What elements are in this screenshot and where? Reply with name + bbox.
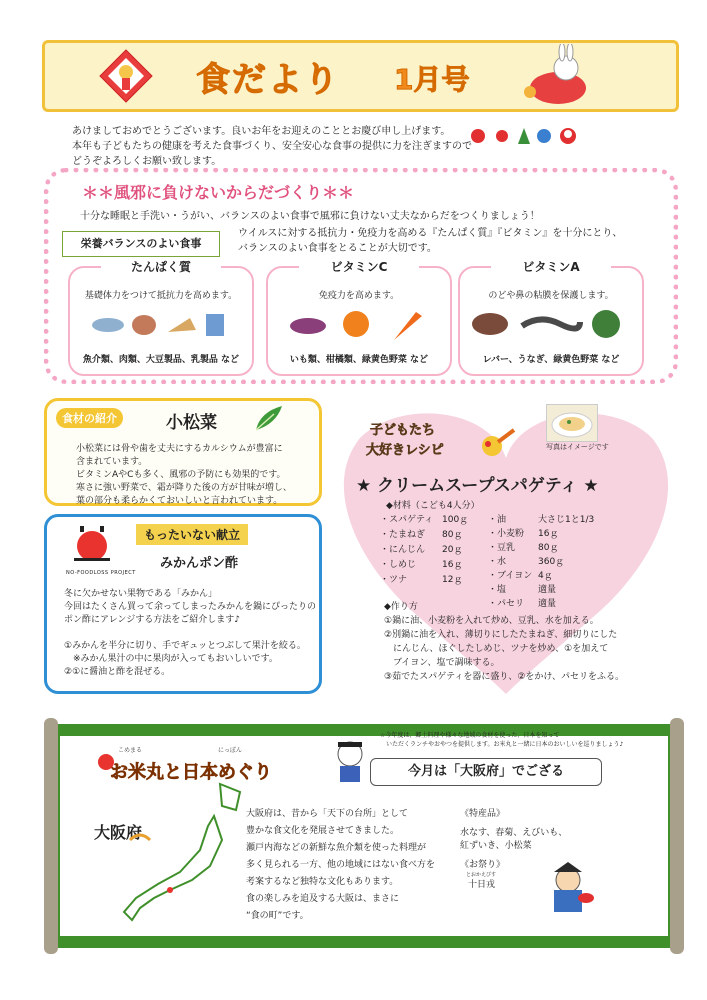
komatsuna-text: 小松菜には骨や歯を丈夫にするカルシウムが豊富に 含まれています。 ビタミンAやCも多く、風邪の予防にも効果的です。 寒さに強い野菜で、霜が降りた後の方が甘味が増し、 葉の部分も柔らかくておいしいと言われています。 (76, 444, 292, 506)
new-year-icons (468, 124, 588, 148)
mottainai-subtitle: みかんポン酢 (160, 556, 239, 571)
balance-label: 栄養バランスのよい食事 (62, 231, 220, 257)
project-label: NO-FOODLOSS PROJECT (66, 570, 136, 576)
title-ruby-1: こめまる (118, 747, 143, 754)
recipe-photo (546, 404, 598, 442)
vitamin-c-food-icons (290, 306, 430, 346)
vitamin-c-foods: いも類、柑橘類、緑黄色野菜 など (289, 355, 429, 365)
ingredients-left: ・スパゲティ 100ｇ ・たまねぎ 80ｇ ・にんじん 20ｇ ・しめじ 16ｇ ・ツナ 12ｇ (380, 515, 469, 585)
vitamin-a-foods: レバー、うなぎ、緑黄色野菜 など (482, 355, 620, 365)
protein-food-icons (92, 310, 232, 344)
mottainai-text: 冬に欠かせない果物である「みかん」 今回はたくさん買って余ってしまったみかんを鍋にぴったりの ポン酢にアレンジする方法をご紹介します♪ ①みかんを半分に切り、手でギュッとつぶして果汁を絞る。 ※みかん果汁の中に果肉が入ってもおいしいです。 ②①に醤油と酢を混ぜる。 (64, 589, 317, 677)
ebisu-character-icon (540, 860, 596, 920)
page-title: 食だより (196, 60, 340, 100)
balance-description: ウイルスに対する抵抗力・免疫力を高める『たんぱく質』『ビタミン』を十分にとり、 バランスのよい食事をとることが大切です。 (238, 228, 623, 254)
vitamin-a-desc: のどや鼻の粘膜を保護します。 (488, 291, 614, 301)
vitamin-a-food-icons (470, 306, 630, 344)
rabbit-tai-icon (522, 44, 602, 108)
recipe-title: ★ クリームスープスパゲティ ★ (356, 476, 599, 496)
komatsuna-icon (252, 402, 286, 436)
issue-month: 1月号 (394, 63, 470, 96)
cold-prevention-title: ＊＊風邪に負けないからだづくり＊＊ (82, 183, 355, 202)
recipe-heading: 子どもたち 大好きレシピ (366, 423, 444, 458)
japan-map (110, 780, 250, 934)
recipe-steps: ◆作り方 ①鍋に油、小麦粉を入れて炒め、豆乳、水を加える。 ②別鍋に油を入れ、薄切りにしたたまねぎ、細切りにした にんじん、ほぐしたしめじ、ツナを炒め、①を加えて ブイヨン、塩で調味する。 ③茹でたスパゲティを器に盛り、②をかけ、パセリをふる。 (384, 602, 625, 682)
protein-desc: 基礎体力をつけて抵抗力を高めます。 (84, 291, 238, 301)
mottainai-title: もったいない献立 (136, 524, 248, 545)
greeting-text: あけましておめでとうございます。良いお年をお迎えのこととお慶び申し上げます。 本年も子どもたちの健康を考えた食事づくり、安全安心な食事の提供に力を注ぎますので どうぞよろしくお願い致します。 (72, 126, 472, 167)
ingredients-label: ◆材料（こども4人分） (386, 501, 480, 511)
no-foodloss-icon (70, 522, 114, 570)
okomemaru-title: お米丸と日本めぐり (110, 762, 272, 783)
specialties: 《特産品》 水なす、春菊、えびいも、 紅ずいき、小松菜 《お祭り》 とおかえびす 十日戎 (460, 809, 568, 890)
prefecture-name: 大阪府 (94, 823, 143, 842)
vitamin-c-desc: 免疫力を高めます。 (318, 291, 400, 301)
this-month-box: 今月は「大阪府」でござる (370, 758, 602, 786)
okomemaru-character-icon (330, 736, 370, 790)
vitamin-c-title: ビタミンC (299, 258, 419, 275)
protein-foods: 魚介類、肉類、大豆製品、乳製品 など (82, 355, 240, 365)
ingredient-title: 小松菜 (166, 413, 217, 433)
title-ruby-2: にっぽん (218, 747, 242, 754)
ingredients-right: ・油 大さじ1と1/3 ・小麦粉 16ｇ ・豆乳 80ｇ ・水 360ｇ ・ブイヨン 4ｇ ・塩 適量 ・パセリ 適量 (488, 515, 595, 609)
mizuhiki-icon (96, 46, 156, 106)
spoon-icon (478, 428, 518, 466)
bottom-note: ☆今年度は、郷土料理や様々な地域の食材を使った、日本を知って いただくランチやおやつを提供します。お米丸と一緒に日本のおいしいを巡りましょう♪ (380, 732, 624, 748)
vitamin-a-title: ビタミンA (491, 258, 611, 275)
ingredient-intro-tag: 食材の紹介 (56, 408, 123, 428)
photo-caption: 写真はイメージです (546, 443, 609, 451)
protein-title: たんぱく質 (101, 258, 221, 275)
cold-prevention-intro: 十分な睡眠と手洗い・うがい、バランスのよい食事で風邪に負けない丈夫なからだをつくりましょう！ (80, 211, 540, 222)
osaka-description: 大阪府は、昔から「天下の台所」として 豊かな食文化を発展させてきました。 瀬戸内海などの新鮮な魚介類を使った料理が 多く見られる一方、他の地域にはない食べ方を 考案するなど独特な文化もあります。 食の楽しみを追及する大阪は、まさに “食の町”です。 (246, 809, 436, 921)
